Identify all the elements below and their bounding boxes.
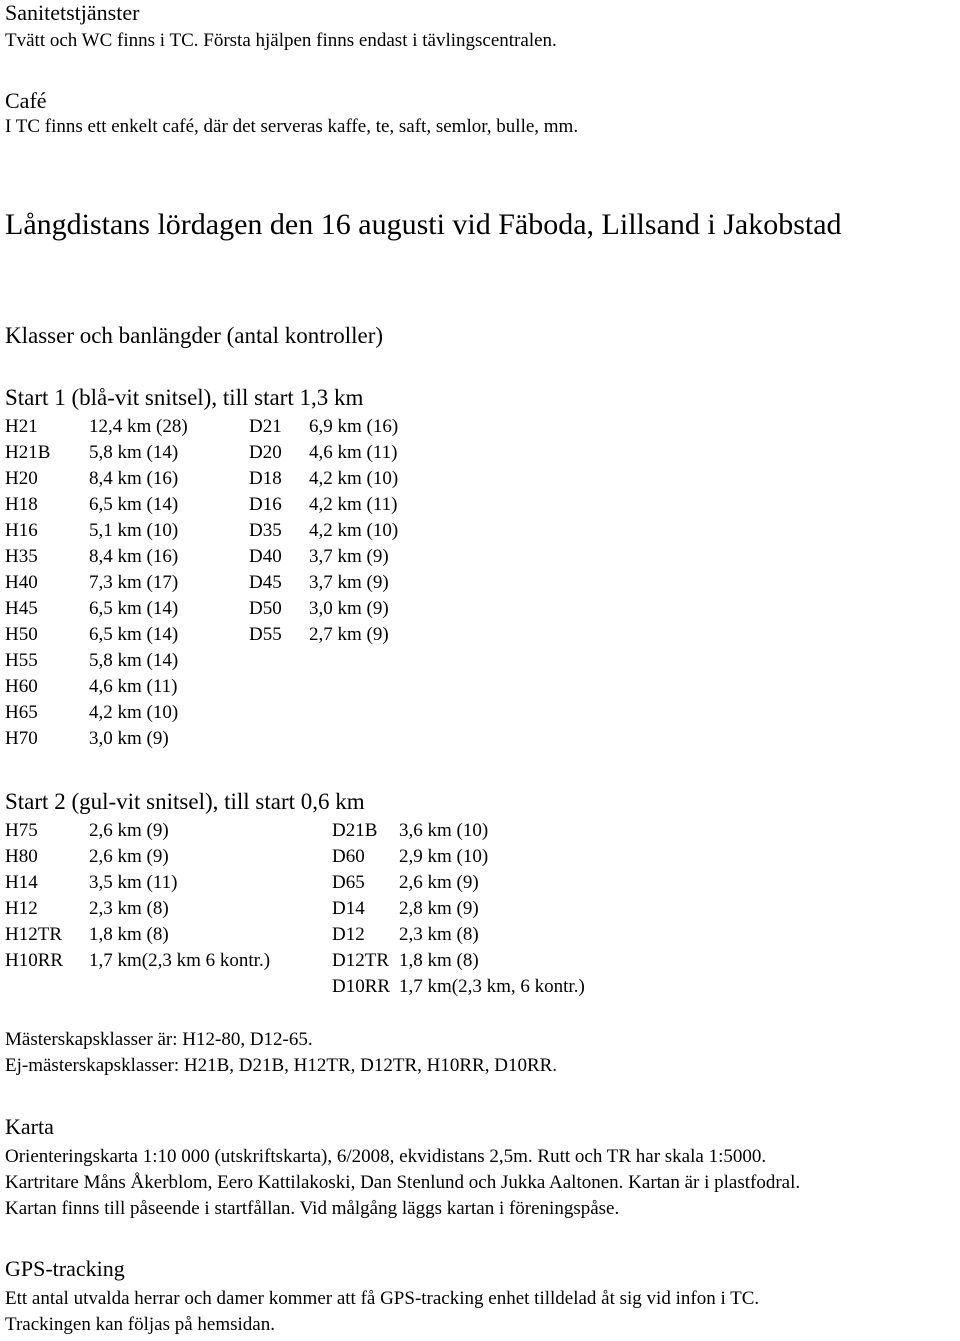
cafe-text: I TC finns ett enkelt café, där det serveras kaffe, te, saft, semlor, bulle, mm. (5, 116, 579, 137)
class-label: H16 (5, 520, 38, 541)
course-length: 8,4 km (16) (89, 546, 179, 567)
class-label: H35 (5, 546, 38, 567)
course-length: 4,2 km (10) (309, 468, 399, 489)
course-length: 3,0 km (9) (89, 728, 169, 749)
classes-heading: Klasser och banlängder (antal kontroller) (5, 323, 384, 348)
sanitet-text: Tvätt och WC finns i TC. Första hjälpen finns endast i tävlingscentralen. (5, 30, 557, 51)
course-length: 4,6 km (11) (309, 442, 398, 463)
karta-line-1: Orienteringskarta 1:10 000 (utskriftskarta), 6/2008, ekvidistans 2,5m. Rutt och TR har skala 1:5000. (5, 1146, 767, 1167)
class-label: H12TR (5, 924, 62, 945)
class-label: H12 (5, 898, 38, 919)
longdistance-title: Långdistans lördagen den 16 augusti vid Fäboda, Lillsand i Jakobstad (5, 208, 842, 241)
class-label: H20 (5, 468, 38, 489)
cafe-heading: Café (5, 88, 47, 113)
class-label: D12TR (332, 950, 389, 971)
course-length: 4,2 km (10) (89, 702, 179, 723)
course-length: 4,2 km (11) (309, 494, 398, 515)
class-label: H50 (5, 624, 38, 645)
class-label: D20 (249, 442, 282, 463)
class-label: D65 (332, 872, 365, 893)
class-label: D55 (249, 624, 282, 645)
class-label: D21B (332, 820, 378, 841)
class-label: H14 (5, 872, 38, 893)
class-label: H70 (5, 728, 38, 749)
course-length: 2,3 km (8) (89, 898, 169, 919)
karta-heading: Karta (5, 1114, 54, 1139)
class-label: D14 (332, 898, 365, 919)
class-label: H21 (5, 416, 38, 437)
course-length: 3,7 km (9) (309, 572, 389, 593)
start1-heading: Start 1 (blå-vit snitsel), till start 1,3 km (5, 385, 364, 410)
class-label: D50 (249, 598, 282, 619)
class-label: D60 (332, 846, 365, 867)
course-length: 3,0 km (9) (309, 598, 389, 619)
class-label: H55 (5, 650, 38, 671)
course-length: 1,7 km(2,3 km 6 kontr.) (89, 950, 271, 971)
course-length: 2,9 km (10) (399, 846, 489, 867)
course-length: 2,6 km (9) (89, 846, 169, 867)
course-length: 6,5 km (14) (89, 494, 179, 515)
karta-line-2: Kartritare Måns Åkerblom, Eero Kattilakoski, Dan Stenlund och Jukka Aaltonen. Kartan är i plastfodral. (5, 1172, 801, 1193)
class-label: D35 (249, 520, 282, 541)
course-length: 2,3 km (8) (399, 924, 479, 945)
course-length: 1,8 km (8) (399, 950, 479, 971)
karta-line-3: Kartan finns till påseende i startfållan. Vid målgång läggs kartan i föreningspåse. (5, 1198, 620, 1219)
class-label: H75 (5, 820, 38, 841)
course-length: 3,5 km (11) (89, 872, 178, 893)
gps-heading: GPS-tracking (5, 1256, 125, 1281)
class-label: D45 (249, 572, 282, 593)
course-length: 6,9 km (16) (309, 416, 399, 437)
class-label: D40 (249, 546, 282, 567)
class-label: D21 (249, 416, 282, 437)
gps-line-1: Ett antal utvalda herrar och damer kommer att få GPS-tracking enhet tilldelad åt sig vid infon i TC. (5, 1288, 760, 1309)
course-length: 4,6 km (11) (89, 676, 178, 697)
course-length: 6,5 km (14) (89, 598, 179, 619)
course-length: 3,6 km (10) (399, 820, 489, 841)
course-length: 7,3 km (17) (89, 572, 179, 593)
start2-heading: Start 2 (gul-vit snitsel), till start 0,6 km (5, 789, 365, 814)
class-label: H40 (5, 572, 38, 593)
course-length: 2,6 km (9) (89, 820, 169, 841)
course-length: 4,2 km (10) (309, 520, 399, 541)
course-length: 5,8 km (14) (89, 442, 179, 463)
course-length: 2,8 km (9) (399, 898, 479, 919)
course-length: 3,7 km (9) (309, 546, 389, 567)
class-label: H60 (5, 676, 38, 697)
class-label: D12 (332, 924, 365, 945)
class-label: H21B (5, 442, 51, 463)
course-length: 12,4 km (28) (89, 416, 188, 437)
course-length: 6,5 km (14) (89, 624, 179, 645)
course-length: 1,7 km(2,3 km, 6 kontr.) (399, 976, 585, 997)
non-championship-classes: Ej-mästerskapsklasser: H21B, D21B, H12TR, D12TR, H10RR, D10RR. (5, 1055, 558, 1076)
class-label: H18 (5, 494, 38, 515)
course-length: 2,6 km (9) (399, 872, 479, 893)
class-label: H45 (5, 598, 38, 619)
class-label: D10RR (332, 976, 391, 997)
course-length: 8,4 km (16) (89, 468, 179, 489)
course-length: 2,7 km (9) (309, 624, 389, 645)
championship-classes: Mästerskapsklasser är: H12-80, D12-65. (5, 1029, 313, 1050)
course-length: 5,1 km (10) (89, 520, 179, 541)
class-label: H10RR (5, 950, 64, 971)
course-length: 5,8 km (14) (89, 650, 179, 671)
class-label: H80 (5, 846, 38, 867)
class-label: D18 (249, 468, 282, 489)
gps-line-2: Trackingen kan följas på hemsidan. (5, 1314, 275, 1335)
sanitet-heading: Sanitetstjänster (5, 0, 140, 25)
course-length: 1,8 km (8) (89, 924, 169, 945)
class-label: H65 (5, 702, 38, 723)
class-label: D16 (249, 494, 282, 515)
